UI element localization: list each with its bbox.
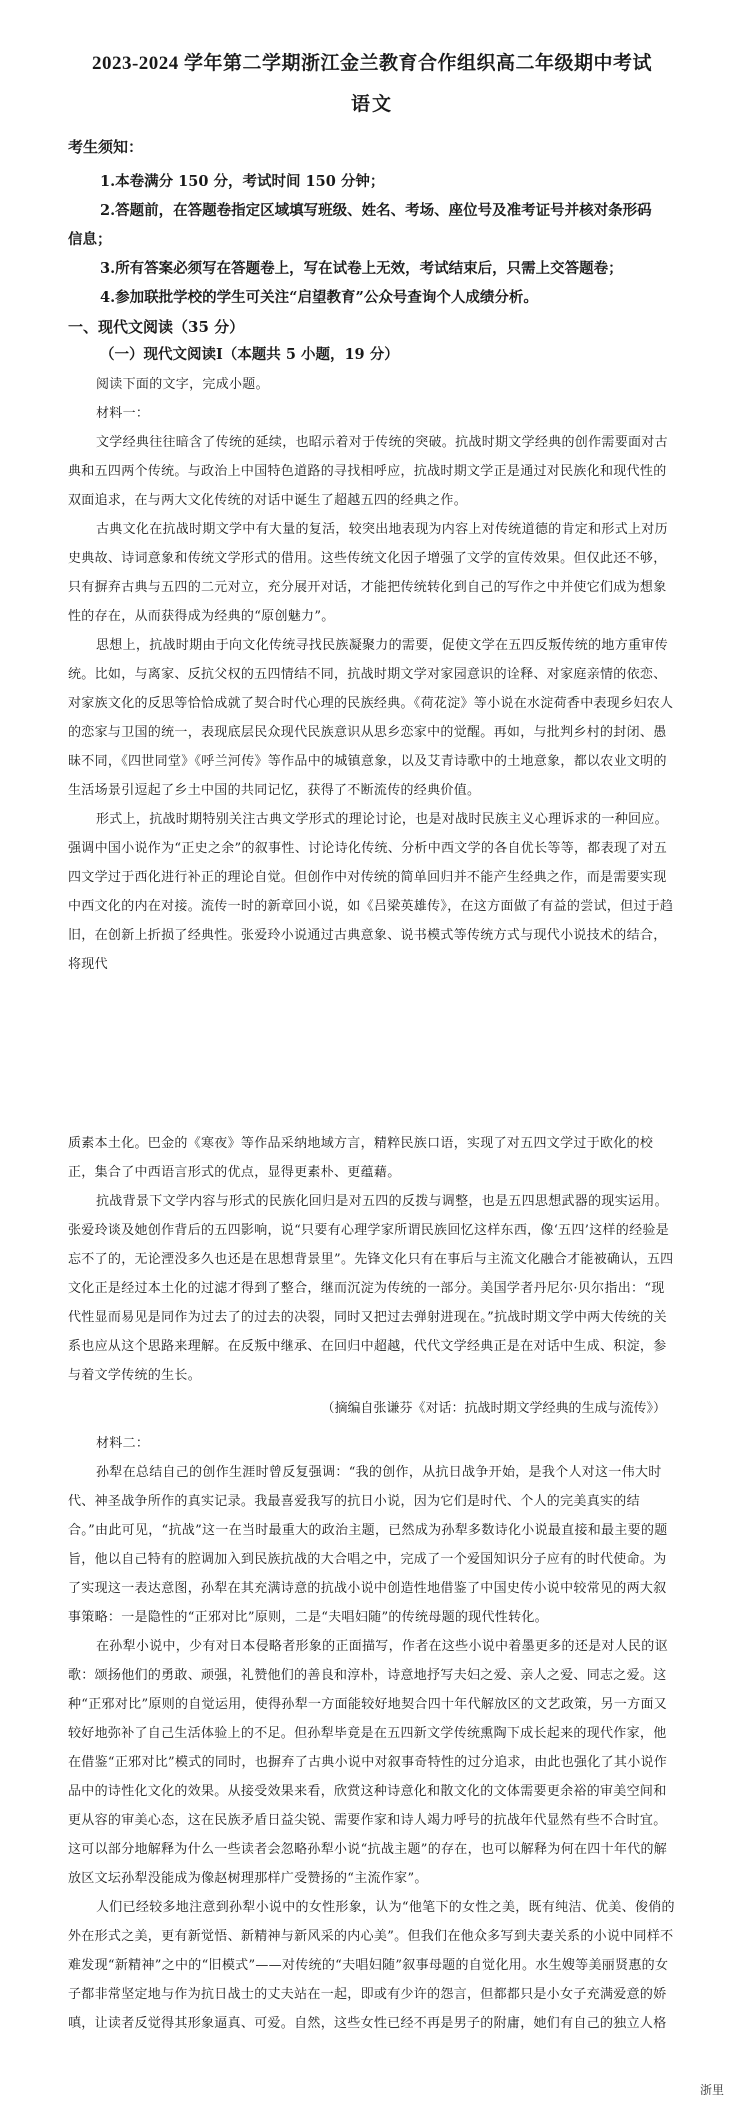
exam-subject: 语文 xyxy=(350,93,393,115)
material2-paragraph: 在孙犁小说中，少有对日本侵略者形象的正面描写，作者在这些小说中着墨更多的还是对人民的讴歌：颂扬他们的勇敢、顽强，礼赞他们的善良和淳朴，诗意地抒写夫妇之爱、亲人之爱、同志之爱。这种“正邪对比”原则的自觉运用，使得孙犁一方面能较好地契合四十年代解放区的文艺政策，另一方面又较好地弥补了自己生活体验上的不足。但孙犁毕竟是在五四新文学传统熏陶下成长起来的现代作家，他在借鉴“正邪对比”模式的同时，也摒弃了古典小说中对叙事奇特性的过分追求，由此也强化了其小说作品中的诗性化文化的效果。从接受效果来看，欣赏这种诗意化和散文化的文体需要更余裕的审美空间和更从容的审美心态，这在民族矛盾日益尖锐、需要作家和诗人竭力呼号的抗战年代显然有些不合时宜。这可以部分地解释为什么一些读者会忽略孙犁小说“抗战主题”的存在，也可以解释为何在四十年代的解放区文坛孙犁没能成为像赵树理那样广受赞扬的“主流作家”。 xyxy=(68,1639,668,1886)
material1-paragraph: 抗战背景下文学内容与形式的民族化回归是对五四的反拨与调整，也是五四思想武器的现实运用。张爱玲谈及她创作背后的五四影响，说“只要有心理学家所谓民族回忆这样东西，像‘五四’这样的经验是忘不了的，无论湮没多久也还是在思想背景里”。先锋文化只有在事后与主流文化融合才能被确认，五四文化正是经过本土化的过滤才得到了整合，继而沉淀为传统的一部分。美国学者丹尼尔·贝尔指出：“现代性显而易见是同作为过去了的过去的决裂，同时又把过去弹射进现在。”抗战时期文学中两大传统的关系也应从这个思路来理解。在反叛中继承、在回归中超越，代代文学经典正是在对话中生成、积淀，参与着文学传统的生长。 xyxy=(68,1194,674,1383)
material1-paragraph: 文学经典往往暗含了传统的延续，也昭示着对于传统的突破。抗战时期文学经典的创作需要面对古典和五四两个传统。与政治上中国特色道路的寻找相呼应，抗战时期文学正是通过对民族化和现代性的双面追求，在与两大文化传统的对话中诞生了超越五四的经典之作。 xyxy=(68,435,668,508)
material1-source: （摘编自张谦芬《对话：抗战时期文学经典的生成与流传》） xyxy=(321,1401,666,1416)
notice-item: 3.所有答案必须写在答题卷上，写在试卷上无效，考试结束后，只需上交答题卷； xyxy=(100,260,623,277)
subsection-title: （一）现代文阅读Ⅰ（本题共 5 小题，19 分） xyxy=(100,346,399,363)
material1-paragraph: 质素本土化。巴金的《寒夜》等作品采纳地域方言，精粹民族口语，实现了对五四文学过于欧化的校正，集合了中西语言形式的优点，显得更素朴、更蕴藉。 xyxy=(68,1136,654,1180)
material2-paragraph: 人们已经较多地注意到孙犁小说中的女性形象，认为“他笔下的女性之美，既有纯洁、优美、俊俏的外在形式之美，更有新觉悟、新精神与新风采的内心美”。但我们在他众多写到夫妻关系的小说中同样不难发现“新精神”之中的“旧模式”——对传统的“夫唱妇随”叙事母题的自觉化用。水生嫂等美丽贤惠的女子都非常坚定地与作为抗日战士的丈夫站在一起，即或有少许的怨言，但都都只是小女子充满爱意的娇嗔，让读者反觉得其形象逼真、可爱。自然，这些女性已经不再是男子的附庸，她们有自己的独立人格 xyxy=(68,1900,675,2031)
candidate-notice xyxy=(68,136,676,312)
section-title: 一、现代文阅读（35 分） xyxy=(68,318,245,336)
notice-item: 4.参加联批学校的学生可关注“启望教育”公众号查询个人成绩分析。 xyxy=(100,289,538,306)
notice-heading: 考生须知： xyxy=(68,138,144,156)
material1-paragraph: 思想上，抗战时期由于向文化传统寻找民族凝聚力的需要，促使文学在五四反叛传统的地方重审传统。比如，与离家、反抗父权的五四情结不同，抗战时期文学对家园意识的诠释、对家庭亲情的依恋、对家族文化的反思等恰恰成就了契合时代心理的民族经典。《荷花淀》等小说在水淀荷香中表现乡妇农人的恋家与卫国的统一，表现底层民众现代民族意识从思乡恋家中的觉醒。再如，与批判乡村的封闭、愚昧不同，《四世同堂》《呼兰河传》等作品中的城镇意象，以及艾青诗歌中的土地意象，都以农业文明的生活场景引逗起了乡土中国的共同记忆，获得了不断流传的经典价值。 xyxy=(68,638,674,798)
exam-title: 2023-2024 学年第二学期浙江金兰教育合作组织高二年级期中考试 xyxy=(91,53,653,74)
material1-label: 材料一： xyxy=(96,406,150,421)
material2-paragraph: 孙犁在总结自己的创作生涯时曾反复强调：“我的创作，从抗日战争开始，是我个人对这一伟大时代、神圣战争所作的真实记录。我最喜爱我写的抗日小说，因为它们是时代、个人的完美真实的结合。”由此可见，“抗战”这一在当时最重大的政治主题，已然成为孙犁多数诗化小说最直接和最主要的题旨，他以自己特有的腔调加入到民族抗战的大合唱之中，完成了一个爱国知识分子应有的时代使命。为了实现这一表达意图，孙犁在其充满诗意的抗战小说中创造性地借鉴了中国史传小说中较常见的两大叙事策略：一是隐性的“正邪对比”原则，二是“夫唱妇随”的传统母题的现代性转化。 xyxy=(68,1465,668,1625)
material2-label: 材料二： xyxy=(96,1436,150,1451)
notice-item: 信息； xyxy=(68,231,112,248)
notice-item: 2.答题前，在答题卷指定区域填写班级、姓名、考场、座位号及准考证号并核对条形码 xyxy=(100,202,652,219)
page-footer: 浙里 xyxy=(699,2083,724,2097)
material1-paragraph: 古典文化在抗战时期文学中有大量的复活，较突出地表现为内容上对传统道德的肯定和形式上对历史典故、诗词意象和传统文学形式的借用。这些传统文化因子增强了文学的宣传效果。但仅此还不够，只有摒弃古典与五四的二元对立，充分展开对话，才能把传统转化到自己的写作之中并使它们成为想象性的存在，从而获得成为经典的“原创魅力”。 xyxy=(68,522,668,624)
notice-item: 1.本卷满分 150 分，考试时间 150 分钟； xyxy=(100,173,385,190)
page-gap xyxy=(68,979,676,1129)
reading-instruction: 阅读下面的文字，完成小题。 xyxy=(96,377,269,392)
material1-paragraph: 形式上，抗战时期特别关注古典文学形式的理论讨论，也是对战时民族主义心理诉求的一种回应。强调中国小说作为“正史之余”的叙事性、讨论诗化传统、分析中西文学的各自优长等等，都表现了对五四文学过于西化进行补正的理论自觉。但创作中对传统的简单回归并不能产生经典之作，而是需要实现中西文化的内在对接。流传一时的新章回小说，如《吕梁英雄传》，在这方面做了有益的尝试，但过于趋旧，在创新上折损了经典性。张爱玲小说通过古典意象、说书模式等传统方式与现代小说技术的结合，将现代 xyxy=(68,812,674,972)
